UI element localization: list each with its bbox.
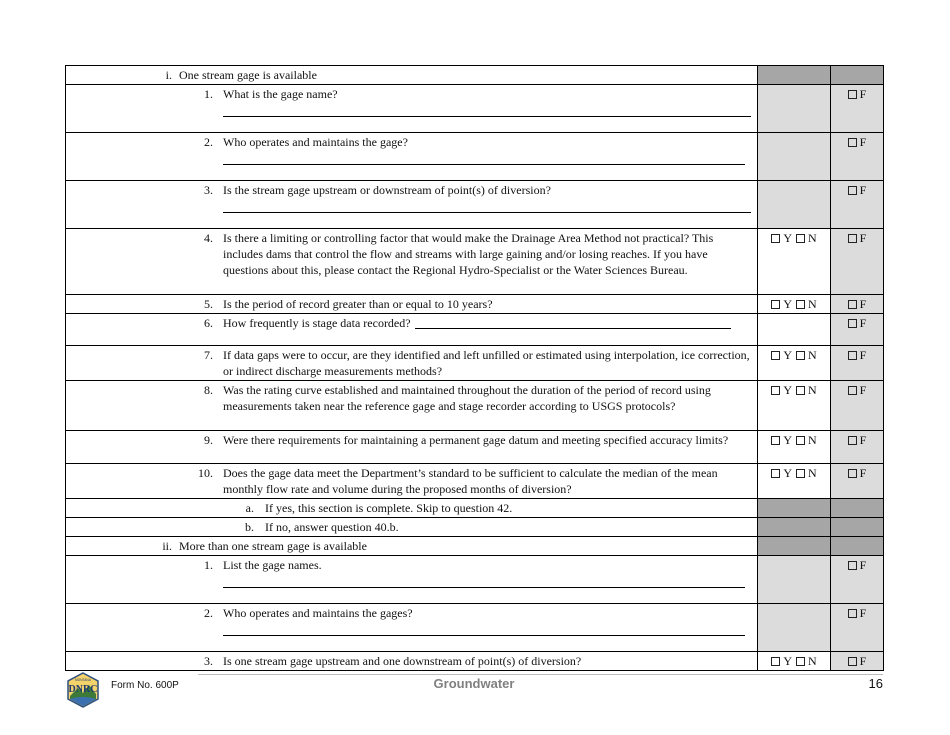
shaded-cell (831, 499, 884, 518)
page-footer (65, 670, 883, 710)
question-text: List the gage names. (223, 558, 322, 572)
section-number: i. (165, 68, 172, 82)
question-number: 2. (204, 135, 213, 149)
question-row (66, 181, 884, 229)
flag-checkbox[interactable] (848, 436, 857, 445)
question-number: 8. (204, 383, 213, 397)
flag-label: F (859, 606, 867, 620)
yes-checkbox[interactable] (771, 386, 780, 395)
question-number: 1. (204, 558, 213, 572)
question-row (66, 85, 884, 133)
flag-label: F (859, 87, 867, 101)
shaded-cell (758, 85, 831, 133)
flag-label: F (859, 316, 867, 330)
yes-label: Y (783, 348, 792, 362)
shaded-cell (758, 181, 831, 229)
page-number: 16 (868, 676, 883, 691)
flag-checkbox[interactable] (848, 609, 857, 618)
no-checkbox[interactable] (796, 234, 805, 243)
form-number: Form No. 600P (111, 680, 179, 691)
no-checkbox[interactable] (796, 300, 805, 309)
no-label: N (808, 383, 817, 397)
question-text: How frequently is stage data recorded? (223, 316, 411, 330)
question-row (66, 652, 884, 671)
flag-checkbox[interactable] (848, 657, 857, 666)
question-text: Who operates and maintains the gage? (223, 135, 408, 149)
no-checkbox[interactable] (796, 351, 805, 360)
flag-label: F (859, 135, 867, 149)
question-number: 9. (204, 433, 213, 447)
yes-label: Y (783, 383, 792, 397)
question-row (66, 229, 884, 295)
no-label: N (808, 433, 817, 447)
question-row (66, 133, 884, 181)
question-number: 5. (204, 297, 213, 311)
no-label: N (808, 466, 817, 480)
question-row (66, 431, 884, 464)
question-number: 7. (204, 348, 213, 362)
no-label: N (808, 348, 817, 362)
footer-divider (198, 674, 883, 675)
logo-arc-text: MONTANA (75, 678, 91, 682)
question-number: 3. (204, 183, 213, 197)
no-checkbox[interactable] (796, 386, 805, 395)
flag-label: F (859, 558, 867, 572)
shaded-cell (758, 499, 831, 518)
question-text: Is the stream gage upstream or downstream of point(s) of diversion? (223, 183, 551, 197)
question-number: 6. (204, 316, 213, 330)
no-checkbox[interactable] (796, 657, 805, 666)
question-text: If data gaps were to occur, are they identified and left unfilled or estimated using interpolation, ice correction, or indirect discharge measurements methods? (223, 348, 750, 378)
flag-label: F (859, 433, 867, 447)
question-text: Is the period of record greater than or equal to 10 years? (223, 297, 493, 311)
shaded-cell (831, 537, 884, 556)
question-row (66, 556, 884, 604)
question-text: Were there requirements for maintaining a permanent gage datum and meeting specified accuracy limits? (223, 433, 729, 447)
question-number: 3. (204, 654, 213, 668)
yes-label: Y (783, 654, 792, 668)
question-text: Who operates and maintains the gages? (223, 606, 413, 620)
yes-label: Y (783, 466, 792, 480)
question-text: Was the rating curve established and maintained throughout the duration of the period of record using measurements taken near the reference gage and stage recorder according to USGS protocols? (223, 383, 711, 413)
shaded-cell (831, 518, 884, 537)
shaded-cell (758, 133, 831, 181)
question-text: Is one stream gage upstream and one downstream of point(s) of diversion? (223, 654, 582, 668)
answer-line[interactable] (223, 635, 745, 636)
answer-line[interactable] (223, 164, 745, 165)
subitem-letter: a. (245, 501, 254, 515)
questionnaire-table (65, 65, 884, 671)
section-title: More than one stream gage is available (179, 539, 367, 553)
section-title: One stream gage is available (179, 68, 317, 82)
flag-label: F (859, 466, 867, 480)
shaded-cell (758, 556, 831, 604)
empty-cell (758, 314, 831, 346)
flag-label: F (859, 183, 867, 197)
flag-label: F (859, 231, 867, 245)
shaded-cell (758, 66, 831, 85)
yes-checkbox[interactable] (771, 234, 780, 243)
question-number: 2. (204, 606, 213, 620)
shaded-cell (758, 537, 831, 556)
yes-label: Y (783, 231, 792, 245)
shaded-cell (831, 66, 884, 85)
question-number: 10. (198, 466, 213, 480)
question-row (66, 295, 884, 314)
shaded-cell (758, 518, 831, 537)
flag-label: F (859, 654, 867, 668)
answer-line[interactable] (223, 587, 745, 588)
yes-checkbox[interactable] (771, 657, 780, 666)
footer-title: Groundwater (433, 676, 515, 691)
logo-text: DNRC (68, 684, 98, 695)
question-row (66, 604, 884, 652)
section-number: ii. (162, 539, 172, 553)
flag-label: F (859, 383, 867, 397)
flag-label: F (859, 297, 867, 311)
no-label: N (808, 654, 817, 668)
answer-line[interactable] (223, 212, 751, 213)
flag-checkbox[interactable] (848, 469, 857, 478)
flag-checkbox[interactable] (848, 561, 857, 570)
flag-checkbox[interactable] (848, 351, 857, 360)
yes-label: Y (783, 297, 792, 311)
flag-checkbox[interactable] (848, 138, 857, 147)
question-text: What is the gage name? (223, 87, 338, 101)
answer-line[interactable] (223, 116, 751, 117)
question-number: 4. (204, 231, 213, 245)
no-checkbox[interactable] (796, 469, 805, 478)
question-text: Does the gage data meet the Department’s standard to be sufficient to calculate the median of the mean monthly flow rate and volume during the proposed months of diversion? (223, 466, 718, 496)
subitem-row (66, 499, 884, 518)
flag-checkbox[interactable] (848, 386, 857, 395)
flag-checkbox[interactable] (848, 234, 857, 243)
yes-checkbox[interactable] (771, 300, 780, 309)
subitem-letter: b. (245, 520, 254, 534)
flag-label: F (859, 348, 867, 362)
shaded-cell (758, 604, 831, 652)
yes-label: Y (783, 433, 792, 447)
answer-line[interactable] (415, 328, 731, 329)
yes-checkbox[interactable] (771, 351, 780, 360)
question-row (66, 381, 884, 431)
flag-checkbox[interactable] (848, 300, 857, 309)
no-label: N (808, 231, 817, 245)
question-number: 1. (204, 87, 213, 101)
subitem-text: If no, answer question 40.b. (265, 520, 399, 534)
no-checkbox[interactable] (796, 436, 805, 445)
yes-checkbox[interactable] (771, 469, 780, 478)
flag-checkbox[interactable] (848, 319, 857, 328)
subitem-text: If yes, this section is complete. Skip to question 42. (265, 501, 513, 515)
flag-checkbox[interactable] (848, 186, 857, 195)
question-text: Is there a limiting or controlling factor that would make the Drainage Area Method not practical? This includes dams that control the flow and streams with large gaining and/or losing reaches. If you have questions about this, please contact the Regional Hydro-Specialist or the Water Sciences Bureau. (223, 231, 714, 277)
no-label: N (808, 297, 817, 311)
question-row (66, 314, 884, 346)
question-row (66, 346, 884, 381)
subitem-row (66, 518, 884, 537)
question-row (66, 464, 884, 499)
section-header-row (66, 537, 884, 556)
yes-checkbox[interactable] (771, 436, 780, 445)
flag-checkbox[interactable] (848, 90, 857, 99)
section-header-row (66, 66, 884, 85)
